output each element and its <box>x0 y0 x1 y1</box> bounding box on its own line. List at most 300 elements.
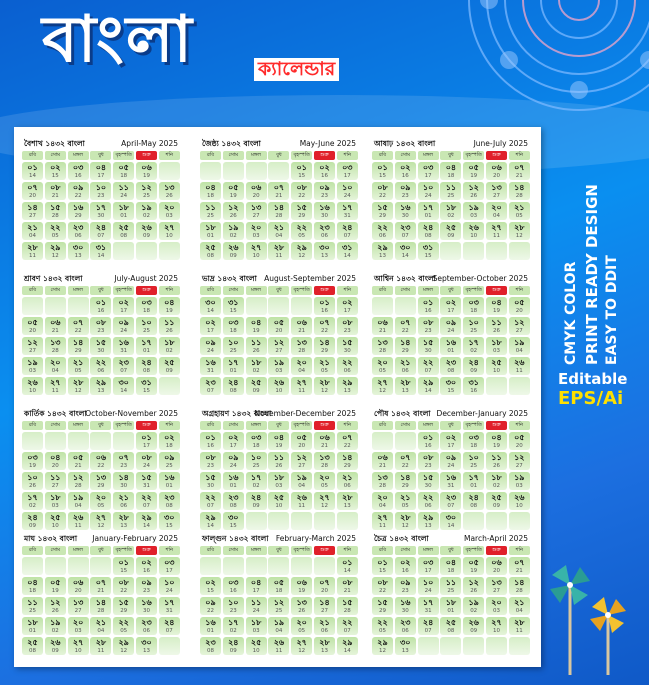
english-date: 20 <box>320 587 328 594</box>
day-cell <box>159 202 180 221</box>
day-cell <box>200 297 221 316</box>
english-date: 10 <box>29 387 36 394</box>
bangla-date: ০৫ <box>50 577 61 587</box>
day-cell <box>337 182 358 201</box>
day-cell <box>22 492 43 511</box>
weekday-header: রবি <box>372 421 393 430</box>
bangla-date: ০২ <box>319 162 330 172</box>
english-date: 27 <box>492 192 500 199</box>
day-cell <box>268 577 289 596</box>
english-date: 19 <box>470 172 478 179</box>
day-cell <box>113 222 134 241</box>
english-date: 28 <box>298 347 306 354</box>
weekday-header: রবি <box>200 546 221 555</box>
english-date: 18 <box>470 442 478 449</box>
english-date: 15 <box>424 252 432 259</box>
bangla-date: ১২ <box>296 452 307 462</box>
day-cell <box>440 597 461 616</box>
english-date: 27 <box>492 587 500 594</box>
bangla-date: ২৮ <box>400 377 411 387</box>
bangla-date: ৩০ <box>445 377 457 387</box>
bangla-date: ০৬ <box>377 317 388 327</box>
english-date: 26 <box>492 462 500 469</box>
day-cell <box>314 472 335 491</box>
english-date: 11 <box>74 522 82 529</box>
weekday-header: শনি <box>337 421 358 430</box>
english-date: 26 <box>275 462 283 469</box>
bangla-date: ২৭ <box>296 637 307 647</box>
bangla-date: ০৭ <box>400 452 411 462</box>
day-cell <box>509 557 530 576</box>
bangla-date: ০১ <box>422 432 434 442</box>
bangla-date: ১৪ <box>95 597 107 607</box>
day-cell <box>291 337 312 356</box>
bangla-date: ২৩ <box>164 492 175 502</box>
day-cell <box>246 472 267 491</box>
day-cell <box>486 357 507 376</box>
bangla-date: ২৯ <box>377 637 388 647</box>
english-date: 04 <box>275 627 283 634</box>
day-cell <box>337 202 358 221</box>
bangla-date: ২৩ <box>205 637 216 647</box>
day-cell <box>68 637 89 656</box>
month-bangla-title: মাঘ ১৪৩২ বাংলা <box>24 534 78 543</box>
bangla-date: ১৪ <box>319 597 330 607</box>
month-block <box>22 272 180 398</box>
english-date: 23 <box>320 192 328 199</box>
day-cell <box>223 492 244 511</box>
day-cell <box>200 432 221 451</box>
day-grid <box>200 546 358 655</box>
bangla-date: ০৬ <box>491 557 502 567</box>
day-cell <box>268 222 289 241</box>
bangla-date: ২৯ <box>50 242 61 252</box>
bangla-date: ০৩ <box>141 297 152 307</box>
bangla-date: ১৮ <box>205 222 216 232</box>
weekday-header: শনি <box>159 286 180 295</box>
bangla-date: ০২ <box>445 297 457 307</box>
english-date: 21 <box>379 327 386 334</box>
bangla-date: ০৫ <box>118 162 129 172</box>
bangla-date: ২৩ <box>118 357 129 367</box>
bangla-date: ১৫ <box>118 597 129 607</box>
english-date: 10 <box>470 232 478 239</box>
english-date: 30 <box>320 212 328 219</box>
bangla-date: ২৭ <box>250 242 262 252</box>
english-date: 11 <box>298 502 306 509</box>
english-date: 05 <box>298 232 306 239</box>
bangla-date: ২০ <box>377 492 388 502</box>
english-date: 19 <box>142 172 150 179</box>
day-cell <box>486 202 507 221</box>
bangla-date: ১৫ <box>377 202 388 212</box>
bangla-date: ২৬ <box>273 377 285 387</box>
weekday-header: শুক্র <box>136 421 157 430</box>
day-cell <box>200 472 221 491</box>
day-cell <box>45 202 66 221</box>
day-cell <box>159 377 180 396</box>
bangla-date: ০৮ <box>118 577 129 587</box>
day-cell <box>486 617 507 636</box>
day-cell <box>68 202 89 221</box>
english-date: 06 <box>343 367 351 374</box>
weekday-header: শনি <box>337 546 358 555</box>
english-date: 02 <box>165 347 173 354</box>
bangla-date: ০৬ <box>296 577 307 587</box>
bangla-date: ১৩ <box>377 337 388 347</box>
bangla-date: ২২ <box>205 492 216 502</box>
day-cell <box>136 452 157 471</box>
day-cell <box>113 377 134 396</box>
pinwheel-icon <box>540 545 635 675</box>
english-date: 21 <box>51 192 59 199</box>
month-english-range: March-April 2025 <box>463 534 528 543</box>
bangla-date: ০৬ <box>491 162 502 172</box>
day-cell <box>268 472 289 491</box>
bangla-date: ১১ <box>118 182 129 192</box>
day-cell <box>314 597 335 616</box>
day-cell <box>314 557 335 576</box>
day-cell <box>337 637 358 656</box>
english-date: 11 <box>379 522 386 529</box>
day-cell <box>314 577 335 596</box>
day-cell <box>159 492 180 511</box>
english-date: 15 <box>120 567 128 574</box>
bangla-date: ২৭ <box>95 512 107 522</box>
bangla-date: ০৫ <box>27 317 38 327</box>
month-bangla-title: ভাদ্র ১৪৩২ বাংলা <box>202 274 257 283</box>
day-cell <box>463 597 484 616</box>
day-cell <box>22 432 43 451</box>
english-date: 23 <box>343 327 351 334</box>
day-cell <box>372 557 393 576</box>
english-date: 13 <box>120 522 128 529</box>
day-cell <box>223 377 244 396</box>
day-cell <box>418 452 439 471</box>
bangla-date: ২৭ <box>50 377 61 387</box>
bangla-date: ১২ <box>468 182 479 192</box>
day-cell <box>395 317 416 336</box>
day-cell <box>68 512 89 531</box>
english-date: 29 <box>379 212 386 219</box>
bangla-date: ২০ <box>95 492 107 502</box>
day-cell <box>223 617 244 636</box>
english-date: 05 <box>320 367 328 374</box>
day-grid <box>372 421 530 530</box>
english-date: 01 <box>424 212 432 219</box>
english-date: 08 <box>142 367 150 374</box>
english-date: 10 <box>51 522 59 529</box>
bangla-date: ০৪ <box>250 317 262 327</box>
bangla-date: ০৮ <box>95 317 107 327</box>
english-date: 12 <box>320 387 328 394</box>
day-cell <box>223 242 244 261</box>
english-date: 16 <box>401 172 409 179</box>
day-cell <box>463 472 484 491</box>
bangla-date: ৩১ <box>342 242 353 252</box>
day-cell <box>463 617 484 636</box>
day-cell <box>418 162 439 181</box>
bangla-date: ২৪ <box>95 222 107 232</box>
english-date: 12 <box>74 387 82 394</box>
english-date: 16 <box>97 307 105 314</box>
english-date: 22 <box>74 327 82 334</box>
bangla-date: ২৬ <box>296 492 307 502</box>
bangla-date: ২৫ <box>491 492 502 502</box>
weekday-header: সোম <box>223 421 244 430</box>
english-date: 24 <box>447 462 455 469</box>
day-cell <box>509 637 530 656</box>
day-cell <box>136 182 157 201</box>
month-block <box>200 272 358 398</box>
day-cell <box>418 512 439 531</box>
day-cell <box>463 182 484 201</box>
english-date: 26 <box>229 212 237 219</box>
bangla-date: ১৮ <box>491 472 502 482</box>
day-cell <box>337 617 358 636</box>
english-date: 05 <box>379 627 386 634</box>
day-cell <box>22 577 43 596</box>
english-date: 17 <box>120 307 128 314</box>
day-cell <box>45 597 66 616</box>
english-date: 26 <box>165 192 173 199</box>
day-cell <box>486 377 507 396</box>
page-title: বাংলা <box>42 3 194 77</box>
bangla-date: ২৯ <box>95 377 107 387</box>
bangla-date: ২৩ <box>319 222 330 232</box>
bangla-date: ০১ <box>205 432 216 442</box>
english-date: 31 <box>142 482 150 489</box>
english-date: 14 <box>207 307 214 314</box>
month-block <box>372 272 530 398</box>
bangla-date: ০৯ <box>400 182 411 192</box>
english-date: 17 <box>424 172 432 179</box>
day-cell <box>22 597 43 616</box>
weekday-header: বুধ <box>440 286 461 295</box>
day-cell <box>486 162 507 181</box>
english-date: 03 <box>165 212 173 219</box>
weekday-header: মঙ্গল <box>246 286 267 295</box>
bangla-date: ০৭ <box>514 162 525 172</box>
english-date: 16 <box>229 587 237 594</box>
english-date: 20 <box>29 327 36 334</box>
bangla-date: ০২ <box>118 297 129 307</box>
bangla-date: ০৭ <box>72 317 84 327</box>
weekday-header: বৃহস্পতি <box>291 546 312 555</box>
english-date: 07 <box>165 627 173 634</box>
bangla-date: ২৩ <box>445 357 457 367</box>
english-date: 10 <box>252 647 260 654</box>
english-date: 23 <box>424 327 432 334</box>
bangla-date: ৩০ <box>164 512 175 522</box>
day-cell <box>291 432 312 451</box>
day-cell <box>136 297 157 316</box>
bangla-date: ২৪ <box>250 492 262 502</box>
bangla-date: ৩১ <box>95 242 107 252</box>
weekday-header: শনি <box>159 546 180 555</box>
day-cell <box>68 297 89 316</box>
bangla-date: ০২ <box>205 577 216 587</box>
english-date: 12 <box>515 232 523 239</box>
english-date: 28 <box>97 607 105 614</box>
english-date: 11 <box>515 627 523 634</box>
month-bangla-title: ফাল্গুন ১৪৩২ বাংলা <box>202 534 269 543</box>
weekday-header: বৃহস্পতি <box>113 286 134 295</box>
bangla-date: ১০ <box>164 577 175 587</box>
day-cell <box>418 357 439 376</box>
day-cell <box>337 452 358 471</box>
day-cell <box>223 452 244 471</box>
bangla-date: ২৫ <box>205 242 216 252</box>
day-cell <box>268 597 289 616</box>
bangla-date: ২৯ <box>377 242 388 252</box>
english-date: 15 <box>229 522 237 529</box>
english-date: 07 <box>424 627 432 634</box>
english-date: 15 <box>379 172 386 179</box>
day-cell <box>246 297 267 316</box>
bangla-date: ১১ <box>250 597 262 607</box>
english-date: 27 <box>515 327 523 334</box>
day-cell <box>372 377 393 396</box>
english-date: 12 <box>401 522 409 529</box>
english-date: 24 <box>343 192 351 199</box>
day-cell <box>291 452 312 471</box>
day-cell <box>200 577 221 596</box>
english-date: 09 <box>165 367 173 374</box>
bangla-date: ২৩ <box>400 617 411 627</box>
day-cell <box>395 472 416 491</box>
day-cell <box>200 222 221 241</box>
english-date: 18 <box>470 307 478 314</box>
day-cell <box>246 222 267 241</box>
bangla-date: ০২ <box>400 557 411 567</box>
bangla-date: ২৭ <box>319 492 330 502</box>
day-cell <box>45 182 66 201</box>
month-header <box>372 272 530 284</box>
english-date: 24 <box>447 327 455 334</box>
day-cell <box>246 337 267 356</box>
bangla-date: ০৬ <box>377 452 388 462</box>
bangla-date: ০৯ <box>141 577 152 587</box>
bangla-date: ১৭ <box>468 337 479 347</box>
day-cell <box>90 452 111 471</box>
english-date: 11 <box>275 252 283 259</box>
day-cell <box>45 337 66 356</box>
bangla-date: ০৪ <box>445 162 457 172</box>
english-date: 29 <box>401 347 409 354</box>
day-cell <box>372 512 393 531</box>
day-cell <box>463 637 484 656</box>
english-date: 13 <box>343 387 351 394</box>
bangla-date: ২১ <box>118 492 129 502</box>
english-date: 27 <box>252 212 260 219</box>
english-date: 26 <box>165 327 173 334</box>
weekday-header: সোম <box>45 421 66 430</box>
day-cell <box>200 557 221 576</box>
english-date: 18 <box>207 192 214 199</box>
english-date: 10 <box>275 502 283 509</box>
english-date: 07 <box>343 627 351 634</box>
bangla-date: ৩০ <box>228 512 239 522</box>
day-cell <box>486 432 507 451</box>
bangla-date: ০৫ <box>514 432 525 442</box>
english-date: 07 <box>207 502 214 509</box>
day-cell <box>200 202 221 221</box>
english-date: 25 <box>252 462 260 469</box>
english-date: 15 <box>379 567 386 574</box>
bangla-date: ৩০ <box>141 637 152 647</box>
weekday-header: মঙ্গল <box>418 421 439 430</box>
bangla-date: ১৩ <box>296 337 307 347</box>
day-cell <box>22 162 43 181</box>
english-date: 28 <box>379 347 386 354</box>
english-date: 04 <box>74 502 82 509</box>
day-cell <box>463 337 484 356</box>
bangla-date: ০৮ <box>342 317 353 327</box>
day-cell <box>223 512 244 531</box>
bangla-date: ২৭ <box>377 377 388 387</box>
english-date: 02 <box>229 627 237 634</box>
english-date: 25 <box>165 462 173 469</box>
english-date: 03 <box>492 607 500 614</box>
bangla-date: ২০ <box>50 357 61 367</box>
bangla-date: ১৭ <box>422 202 434 212</box>
bangla-date: ১৭ <box>250 472 262 482</box>
day-cell <box>440 512 461 531</box>
bangla-date: ১৩ <box>72 597 84 607</box>
weekday-header: বৃহস্পতি <box>463 286 484 295</box>
day-cell <box>463 377 484 396</box>
bangla-date: ১২ <box>514 452 525 462</box>
bangla-date: ১২ <box>50 597 61 607</box>
day-cell <box>372 492 393 511</box>
bangla-date: ২৫ <box>27 637 38 647</box>
english-date: 24 <box>120 192 128 199</box>
bangla-date: ১৯ <box>468 202 479 212</box>
english-date: 02 <box>29 502 36 509</box>
bangla-date: ০১ <box>296 162 307 172</box>
day-cell <box>246 432 267 451</box>
day-cell <box>337 222 358 241</box>
english-date: 02 <box>142 212 150 219</box>
english-date: 09 <box>142 232 150 239</box>
english-date: 24 <box>165 587 173 594</box>
feature-print-ready: PRINT READY DESIGN <box>583 184 601 365</box>
day-cell <box>372 202 393 221</box>
day-cell <box>22 182 43 201</box>
bangla-date: ০৭ <box>118 452 129 462</box>
day-cell <box>337 377 358 396</box>
bangla-date: ১২ <box>141 182 152 192</box>
english-date: 17 <box>165 567 173 574</box>
bangla-date: ০৫ <box>514 297 525 307</box>
day-cell <box>395 577 416 596</box>
day-cell <box>136 577 157 596</box>
bangla-date: ১৩ <box>319 452 330 462</box>
english-date: 14 <box>447 522 455 529</box>
bangla-date: ২৯ <box>422 377 434 387</box>
english-date: 07 <box>207 387 214 394</box>
day-cell <box>486 637 507 656</box>
english-date: 17 <box>252 587 260 594</box>
english-date: 29 <box>74 212 82 219</box>
english-date: 08 <box>447 367 455 374</box>
day-cell <box>90 597 111 616</box>
day-cell <box>418 557 439 576</box>
bangla-date: ১০ <box>342 182 353 192</box>
day-cell <box>395 202 416 221</box>
bangla-date: ০৮ <box>377 577 388 587</box>
